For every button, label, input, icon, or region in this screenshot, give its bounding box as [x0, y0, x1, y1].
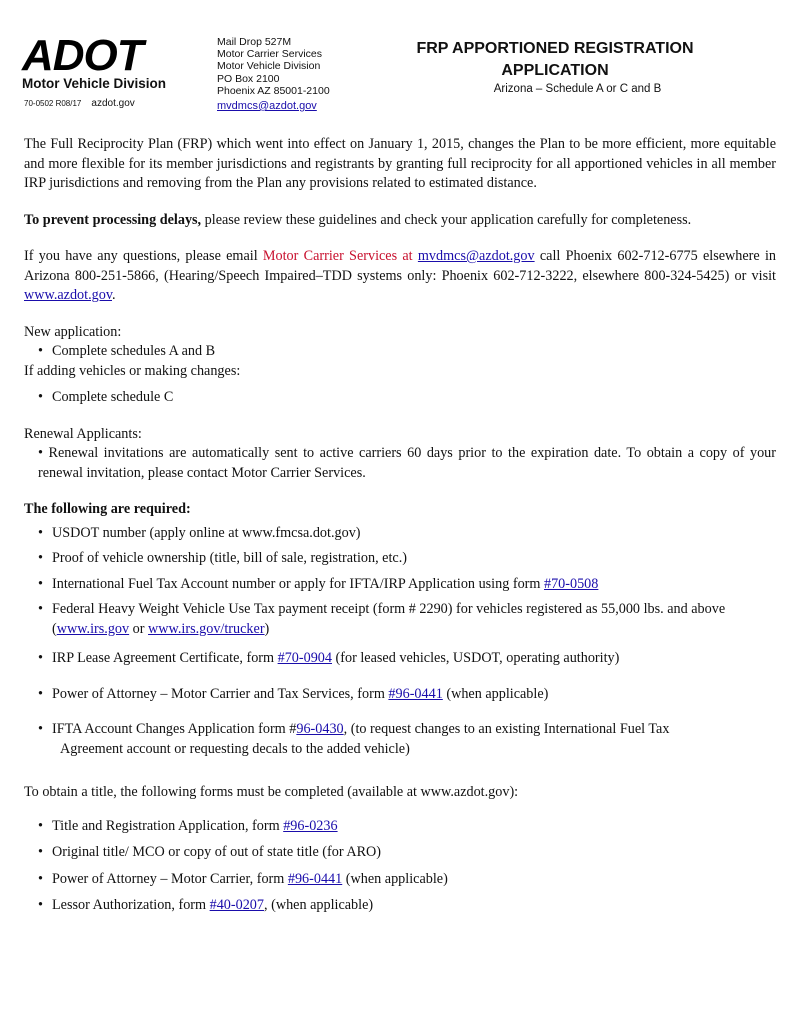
list-item — [24, 817, 776, 837]
title-forms-heading: To obtain a title, the following forms must be completed (available at www.azdot.gov): — [24, 784, 519, 800]
header-email-link[interactable]: mvdmcs@azdot.gov — [217, 100, 317, 113]
lessor-end: , (when applicable) — [264, 897, 374, 913]
form-title-line2: APPLICATION — [501, 62, 609, 79]
list-item — [24, 649, 776, 669]
irs-link[interactable]: www.irs.gov — [56, 620, 130, 637]
adot-logo — [22, 31, 167, 91]
renewal-item-text: Renewal invitations are automatically sent to active carriers 60 days prior to the expiration date. To obtain a copy of your renewal invitation, please contact Motor Carrier Services. — [38, 445, 776, 481]
mc-poa-text: Power of Attorney – Motor Carrier, form — [52, 870, 288, 887]
list-item — [24, 575, 776, 595]
delays-bold: To prevent processing delays, — [24, 211, 202, 228]
list-item — [24, 870, 776, 890]
form-number: 70-0502 R08/17 — [24, 99, 82, 108]
contact-middle: call Phoenix 602-712-6775 elsewhere in Arizona 800-251-5866, (Hearing/Speech Impaired–TDD systems only: Phoenix 602-712-3222, elsewhere 800-324-5425) or visit — [24, 248, 776, 284]
form-title-block — [380, 38, 730, 95]
logo-subtitle: Motor Vehicle Division — [22, 76, 167, 91]
poa-text: Power of Attorney – Motor Carrier and Tax Services, form — [52, 685, 389, 702]
form-70-0904-link[interactable]: #70-0904 — [277, 650, 332, 666]
address-line: Motor Vehicle Division — [217, 60, 321, 73]
form-96-0430-link[interactable]: 96-0430 — [296, 721, 344, 737]
form-96-0441-link-2[interactable]: #96-0441 — [287, 870, 343, 887]
form-subtitle: Arizona – Schedule A or C and B — [493, 83, 662, 95]
instructions-body — [24, 135, 776, 923]
tr-text: Title and Registration Application, form — [52, 817, 284, 834]
list-item — [24, 720, 776, 759]
address-line: PO Box 2100 — [217, 72, 280, 85]
logo-wordmark: ADOT — [22, 31, 143, 80]
intro-paragraph: The Full Reciprocity Plan (FRP) which went into effect on January 1, 2015, changes the Plan to be more efficient, more equitable and more flexible for its member jurisdictions and registrants by granting full reciprocity for all apportioned vehicles in all member IRP jurisdictions and removing from the Plan any provisions related to estimated distance. — [24, 136, 776, 191]
list-item — [24, 600, 776, 639]
contact-end: . — [112, 287, 116, 303]
ifta-text: IFTA Account Changes Application form # — [52, 721, 297, 737]
list-item: • Complete schedule C — [24, 388, 776, 408]
lease-text: IRP Lease Agreement Certificate, form — [52, 650, 278, 666]
form-96-0236-link[interactable]: #96-0236 — [283, 817, 338, 834]
poa-end: (when applicable) — [442, 685, 549, 702]
title-forms-list — [24, 817, 776, 916]
list-item — [24, 896, 776, 916]
new-application-heading: New application: — [24, 323, 122, 340]
contact-lead: If you have any questions, please email — [24, 248, 263, 264]
form-40-0207-link[interactable]: #40-0207 — [209, 897, 264, 913]
azdot-website-link[interactable]: www.azdot.gov — [24, 287, 112, 303]
form-number-line — [24, 98, 135, 109]
list-item: • Complete schedules A and B — [24, 342, 776, 362]
motor-carrier-services-text: Motor Carrier Services at — [262, 248, 413, 264]
hvut-end: ) — [264, 620, 270, 637]
renewal-item: • Renewal invitations are automatically sent to active carriers 60 days prior to the expiration date. To obtain a copy of your renewal invitation, please contact Motor Carrier Services. — [38, 445, 776, 481]
delays-paragraph — [24, 211, 776, 231]
renewal-heading: Renewal Applicants: — [24, 425, 142, 442]
form-96-0441-link[interactable]: #96-0441 — [388, 685, 443, 702]
contact-email-link[interactable]: mvdmcs@azdot.gov — [417, 248, 535, 264]
address-line: Mail Drop 527M — [217, 36, 292, 48]
list-item: • Original title/ MCO or copy of out of state title (for ARO) — [24, 843, 776, 863]
form-70-0508-link[interactable]: #70-0508 — [543, 575, 599, 592]
list-item — [24, 685, 776, 705]
address-line: Phoenix AZ 85001-2100 — [217, 84, 330, 97]
required-heading-text: The following are required: — [24, 501, 191, 517]
form-title-line1: FRP APPORTIONED REGISTRATION — [416, 40, 694, 57]
list-item: • USDOT number (apply online at www.fmcsa.dot.gov) — [24, 524, 776, 544]
contact-paragraph — [24, 247, 776, 306]
irs-trucker-link[interactable]: www.irs.gov/trucker — [148, 620, 265, 637]
required-heading — [24, 500, 776, 520]
mailing-address — [217, 36, 330, 112]
changes-list — [24, 388, 776, 408]
required-list — [24, 524, 776, 760]
list-item: • Proof of vehicle ownership (title, bill of sale, registration, etc.) — [24, 549, 776, 569]
lessor-text: Lessor Authorization, form — [52, 897, 210, 913]
address-line: Motor Carrier Services — [217, 48, 323, 61]
ifta-line2: Agreement account or requesting decals to the added vehicle) — [60, 740, 410, 757]
delays-text: please review these guidelines and check your application carefully for completeness. — [201, 211, 692, 228]
new-application-list — [24, 342, 776, 362]
lease-end: (for leased vehicles, USDOT, operating authority) — [332, 650, 620, 666]
fuel-tax-text: International Fuel Tax Account number or apply for IFTA/IRP Application using form — [52, 575, 544, 592]
hvut-or: or — [129, 620, 149, 637]
hvut-text: Federal Heavy Weight Vehicle Use Tax payment receipt (form # 2290) for vehicles registered as 55,000 lbs. and above ( — [52, 601, 726, 637]
ifta-end: , (to request changes to an existing International Fuel Tax — [343, 721, 670, 737]
website-text: azdot.gov — [91, 98, 135, 109]
changes-heading: If adding vehicles or making changes: — [24, 362, 241, 379]
mc-poa-end: (when applicable) — [342, 870, 448, 887]
